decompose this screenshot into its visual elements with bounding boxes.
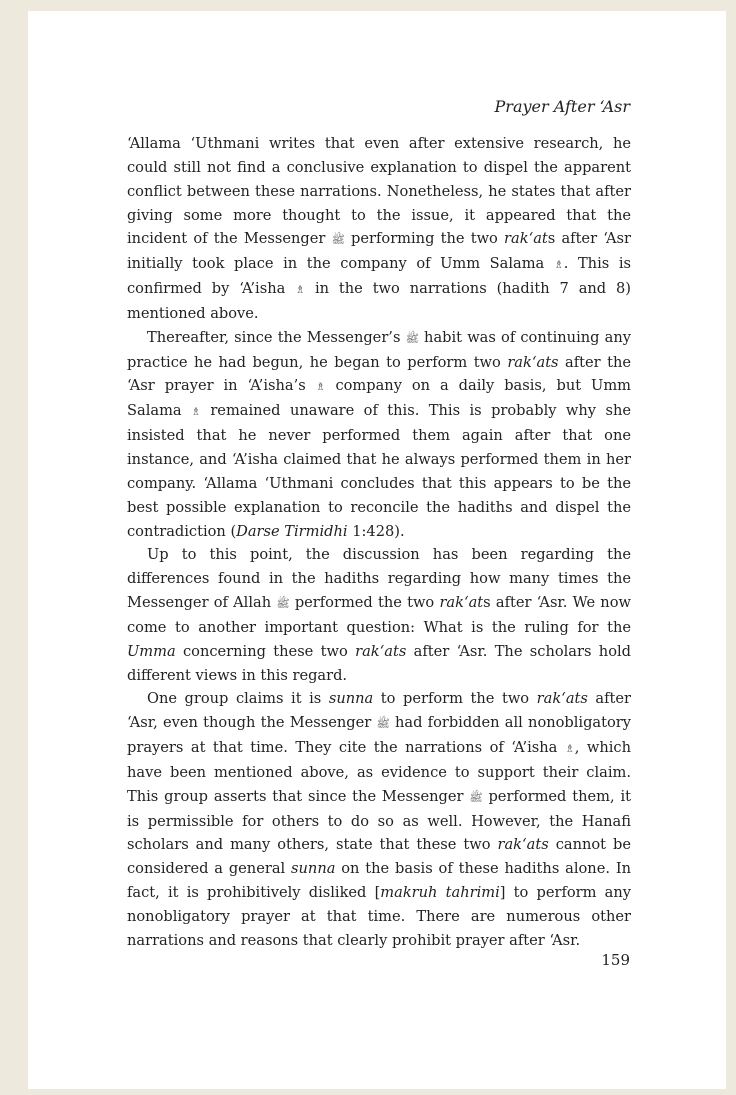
text: One group claims it is <box>147 690 329 708</box>
text: Up to this point, the discussion has been regarding the differences found in the hadiths regarding how many times the Messenger of Allah <box>127 546 631 612</box>
italic-term: sunna <box>328 690 374 708</box>
paragraph-4 <box>127 687 631 952</box>
salutation-icon: ﷺ <box>331 233 345 247</box>
honorific-icon: ♗ <box>564 742 575 756</box>
salutation-icon: ﷺ <box>469 790 483 804</box>
italic-term: makruh tahrimi <box>380 884 500 902</box>
text: performed them, it is permissible for others to do so as well. However, the Hanafi scholars and many others, state that these two <box>127 787 631 854</box>
text: performing the two <box>344 230 505 248</box>
italic-term: rak‘ats <box>507 353 559 371</box>
text: after the ‘Asr prayer in ‘A’isha’s <box>127 353 631 395</box>
text: 1:428). <box>347 522 405 540</box>
salutation-icon: ﷺ <box>376 717 390 731</box>
text: after ‘Asr, even though the Messenger <box>127 690 632 732</box>
text: ‘Allama ‘Uthmani writes that even after extensive research, he could still not find a conclusive explanation to dispel the apparent conflict between these narrations. Nonetheless, he states that after giving some more thought to the issue, it appeared that the incident of the Messenger <box>127 135 631 248</box>
text: remained unaware of this. This is probably why she insisted that he never performed them again after that one instance, and ‘A’isha claimed that he always performed them in her company. ‘Allama ‘Uthmani concludes that this appears to be the best possible explanation to reconcile the hadiths and dispel the contradiction ( <box>127 402 631 540</box>
salutation-icon: ﷺ <box>276 597 290 611</box>
page-number: 159 <box>601 951 630 969</box>
italic-term: rak‘ats <box>355 642 407 660</box>
paragraph-3 <box>127 543 631 687</box>
body-text <box>127 132 631 953</box>
honorific-icon: ♗ <box>553 258 564 272</box>
text: cannot be considered a general <box>127 836 631 878</box>
text: on the basis of these hadiths alone. In fact, it is prohibitively disliked [ <box>127 860 631 902</box>
text: habit was of continuing any practice he had begun, he began to perform two <box>127 328 631 371</box>
italic-term: rak‘at <box>504 230 548 248</box>
text: company on a daily basis, but Umm Salama <box>127 377 631 420</box>
text: concerning these two <box>175 642 356 660</box>
book-page <box>28 11 726 1089</box>
italic-term: rak‘at <box>439 594 484 612</box>
citation-title: Darse Tirmidhi <box>236 522 348 540</box>
italic-term: rak‘ats <box>536 690 588 708</box>
text: s after ‘Asr initially took place in the company of Umm Salama <box>127 230 631 273</box>
paragraph-2 <box>127 326 631 544</box>
text: ] to perform any nonobligatory prayer at that time. There are numerous other narrations and reasons that clearly prohibit prayer after ‘Asr. <box>127 884 631 949</box>
honorific-icon: ♗ <box>295 283 306 297</box>
text: to perform the two <box>373 690 537 708</box>
italic-term: rak‘ats <box>497 836 549 854</box>
honorific-icon: ♗ <box>191 405 201 419</box>
salutation-icon: ﷺ <box>405 331 419 345</box>
text: in the two narrations (hadith 7 and 8) mentioned above. <box>127 280 632 322</box>
running-head: Prayer After ‘Asr <box>494 97 630 116</box>
italic-term: Umma <box>127 642 176 660</box>
paragraph-1 <box>127 132 631 326</box>
honorific-icon: ♗ <box>315 380 326 394</box>
italic-term: sunna <box>291 860 336 878</box>
text: . This is confirmed by ‘A’isha <box>127 255 631 298</box>
text: s after ‘Asr. We now come to another important question: What is the ruling for the <box>127 594 631 636</box>
text: performed the two <box>289 594 440 612</box>
text: , which have been mentioned above, as evidence to support their claim. This group asserts that since the Messenger <box>127 739 631 805</box>
text: Thereafter, since the Messenger’s <box>147 328 406 346</box>
text: after ‘Asr. The scholars hold different views in this regard. <box>127 642 631 684</box>
text: had forbidden all nonobligatory prayers at that time. They cite the narrations of ‘A’isha <box>127 714 632 757</box>
